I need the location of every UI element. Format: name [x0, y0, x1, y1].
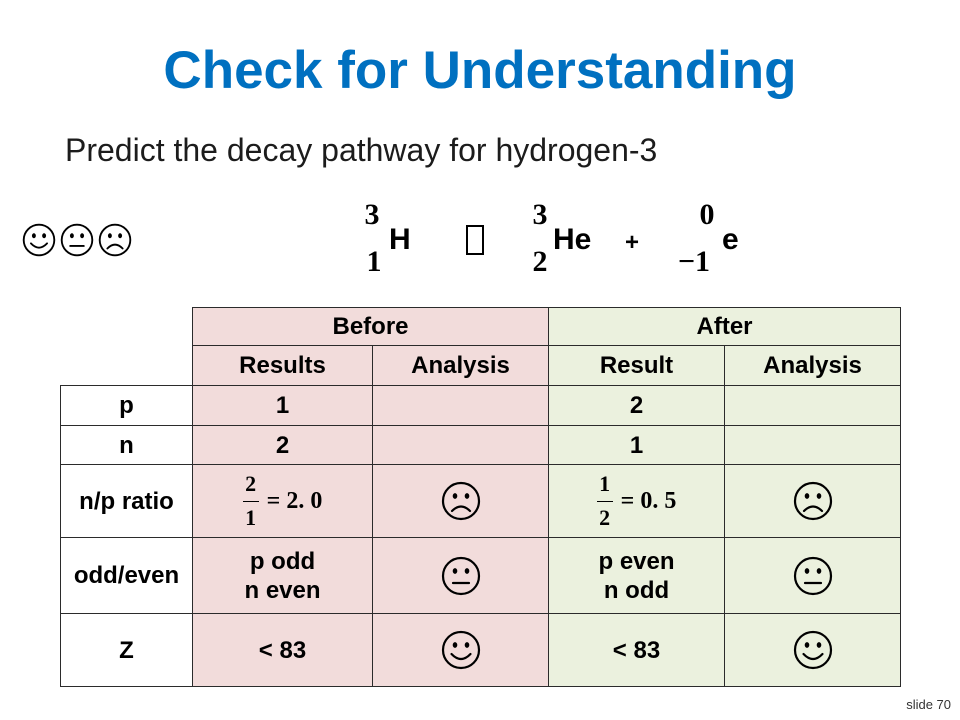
reactant-atomic-number: 1: [366, 245, 382, 278]
before-result-cell: [193, 538, 373, 614]
result-line: p even: [598, 547, 675, 575]
frowning-face-icon: [98, 223, 132, 257]
table-row-atomic-number: [61, 614, 901, 687]
row-label: n/p ratio: [61, 465, 193, 538]
empty-corner-cell: [61, 308, 193, 386]
prompt-text: Predict the decay pathway for hydrogen-3: [65, 132, 658, 168]
neutral-face-icon: [441, 556, 481, 596]
before-analysis-cell: [373, 426, 549, 465]
row-label: Z: [61, 614, 193, 687]
subheader-before-results: Results: [193, 346, 373, 386]
neutral-face-icon: [60, 223, 94, 257]
smiling-face-icon: [441, 630, 481, 670]
ratio-expression: [243, 473, 323, 529]
row-label: odd/even: [61, 538, 193, 614]
result-line: n odd: [603, 576, 670, 604]
product-1-mass-number: 3: [532, 198, 548, 231]
fraction: [243, 473, 259, 529]
fraction-denominator: 2: [599, 505, 611, 530]
fraction-bar: [243, 501, 259, 502]
after-result-cell: < 83: [549, 614, 725, 687]
product-2-mass-number: 0: [699, 198, 715, 231]
group-header-row: [61, 308, 901, 346]
after-result-cell: [549, 538, 725, 614]
fraction-numerator: 1: [599, 471, 611, 496]
fraction-bar: [597, 501, 613, 502]
after-analysis-cell: [725, 538, 901, 614]
plus-sign: +: [624, 229, 639, 256]
frowning-face-icon: [441, 481, 481, 521]
neutral-face-icon: [793, 556, 833, 596]
smiling-face-icon: [22, 223, 56, 257]
before-result-cell: 1: [193, 386, 373, 426]
after-result-cell: 1: [549, 426, 725, 465]
after-result-cell: [549, 465, 725, 538]
product-1-atomic-number: 2: [532, 245, 548, 278]
after-result-cell: 2: [549, 386, 725, 426]
ratio-value: = 2. 0: [266, 487, 323, 514]
ratio-expression: [597, 473, 677, 529]
before-analysis-cell: [373, 614, 549, 687]
subheader-after-result: Result: [549, 346, 725, 386]
missing-glyph-icon: [466, 225, 484, 255]
before-result-cell: 2: [193, 426, 373, 465]
slide-title: Check for Understanding: [163, 41, 797, 100]
header-before: Before: [193, 308, 549, 346]
fraction-numerator: 2: [245, 471, 257, 496]
after-analysis-cell: [725, 465, 901, 538]
fraction-denominator: 1: [245, 505, 257, 530]
after-analysis-cell: [725, 426, 901, 465]
before-analysis-cell: [373, 386, 549, 426]
ratio-value: = 0. 5: [620, 487, 677, 514]
result-line: p odd: [249, 547, 316, 575]
before-analysis-cell: [373, 465, 549, 538]
product-2-symbol: e: [722, 223, 739, 256]
result-line: n even: [244, 576, 321, 604]
header-after: After: [549, 308, 901, 346]
table-row-neutrons: [61, 426, 901, 465]
smiling-face-icon: [793, 630, 833, 670]
table-row-np-ratio: [61, 465, 901, 538]
product-1-symbol: He: [553, 223, 592, 256]
row-label: p: [61, 386, 193, 426]
frowning-face-icon: [793, 481, 833, 521]
fraction: [597, 473, 613, 529]
decay-analysis-table: [60, 307, 901, 687]
reactant-mass-number: 3: [364, 198, 380, 231]
slide-number: slide 70: [906, 697, 951, 712]
subheader-after-analysis: Analysis: [725, 346, 901, 386]
subheader-before-analysis: Analysis: [373, 346, 549, 386]
product-2-atomic-number: −1: [677, 245, 711, 278]
after-analysis-cell: [725, 614, 901, 687]
row-label: n: [61, 426, 193, 465]
mood-faces: [22, 223, 132, 257]
table-row-protons: [61, 386, 901, 426]
table-row-odd-even: [61, 538, 901, 614]
reactant-symbol: H: [389, 223, 411, 256]
before-analysis-cell: [373, 538, 549, 614]
before-result-cell: < 83: [193, 614, 373, 687]
before-result-cell: [193, 465, 373, 538]
after-analysis-cell: [725, 386, 901, 426]
